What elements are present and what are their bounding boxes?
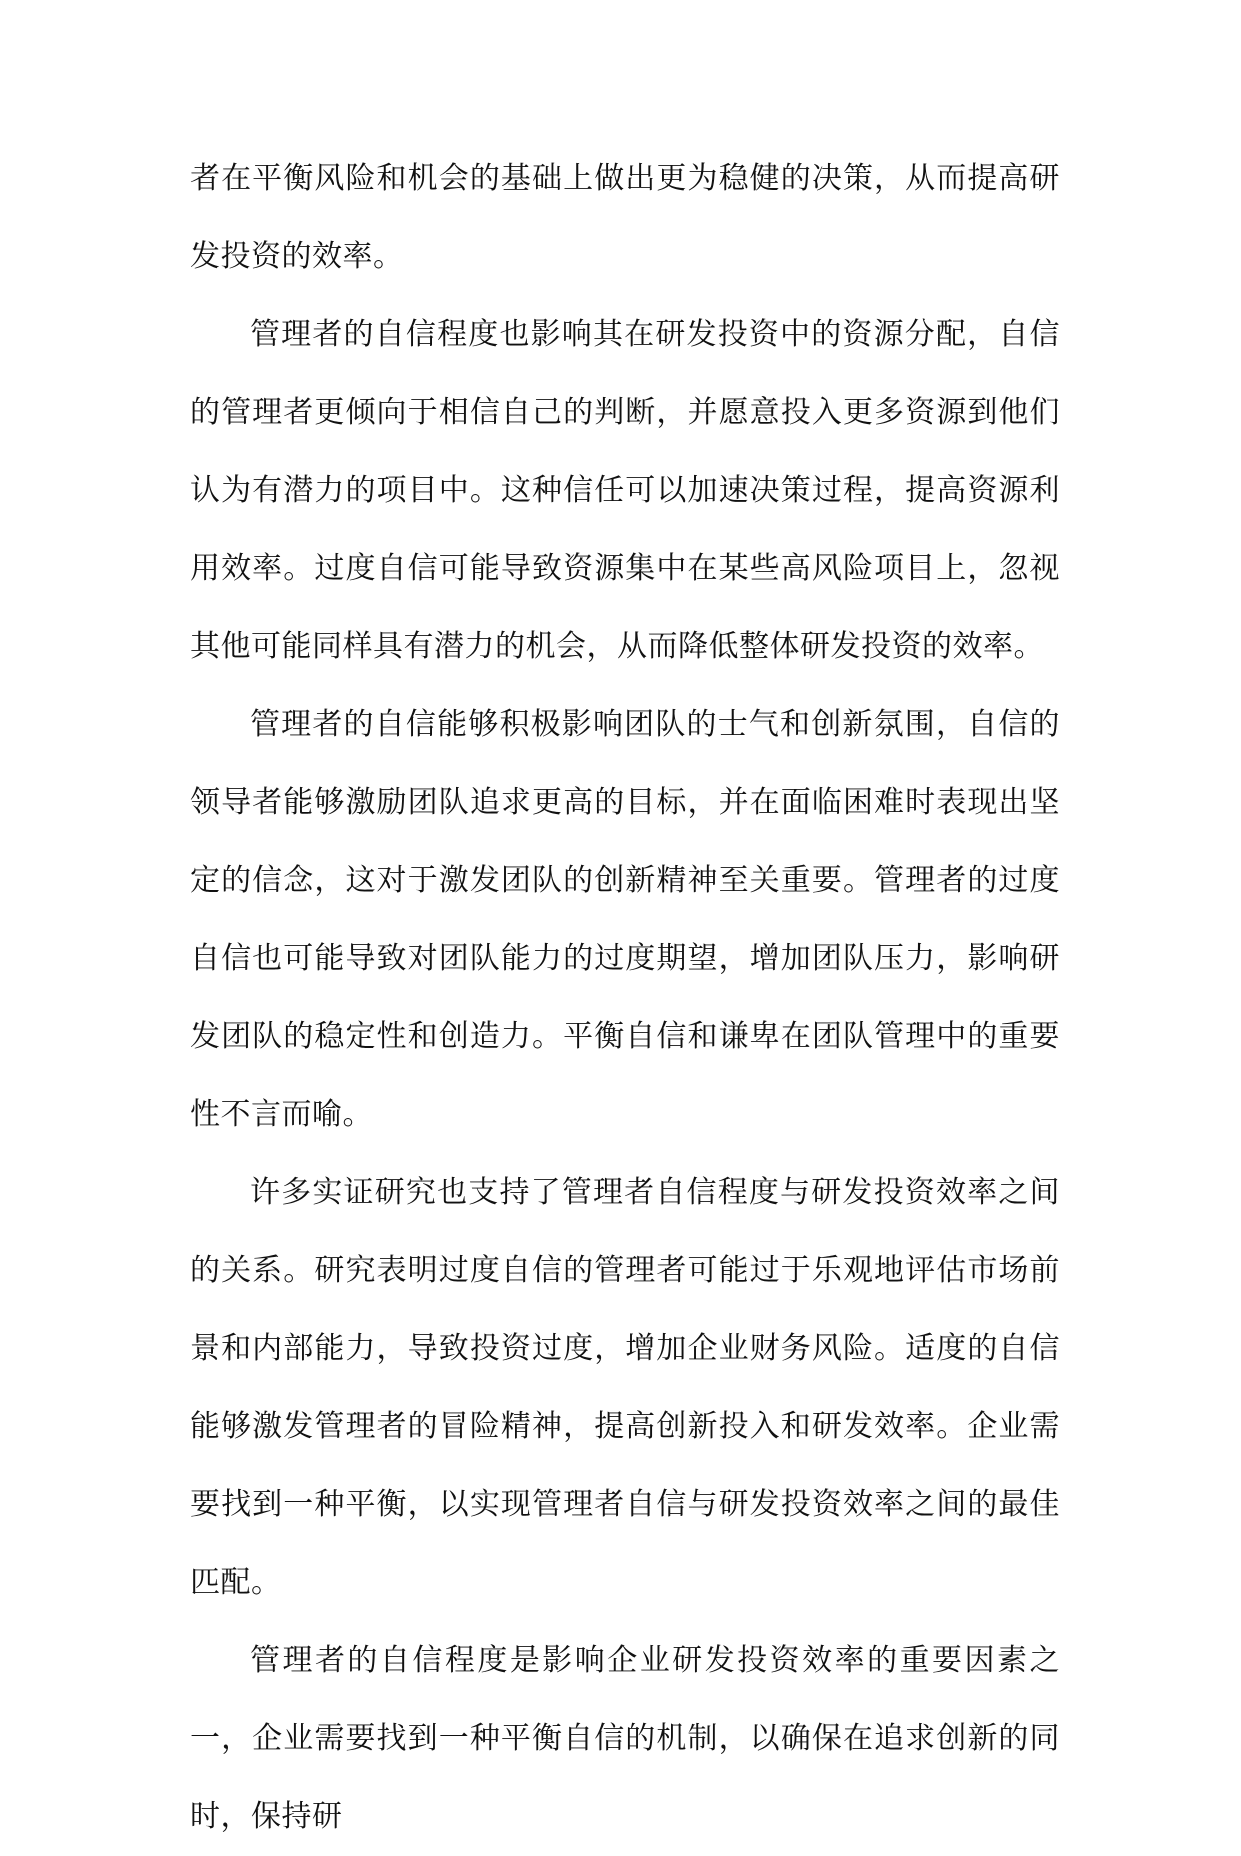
paragraph-conclusion: 管理者的自信程度是影响企业研发投资效率的重要因素之一，企业需要找到一种平衡自信的机制，以确保在追求创新的同时，保持研	[190, 1643, 1060, 1834]
paragraph-continued: 者在平衡风险和机会的基础上做出更为稳健的决策，从而提高研发投资的效率。	[190, 161, 1060, 274]
paragraph-team-morale: 管理者的自信能够积极影响团队的士气和创新氛围，自信的领导者能够激励团队追求更高的目标，并在面临困难时表现出坚定的信念，这对于激发团队的创新精神至关重要。管理者的过度自信也可能导致对团队能力的过度期望，增加团队压力，影响研发团队的稳定性和创造力。平衡自信和谦卑在团队管理中的重要性不言而喻。	[190, 707, 1060, 1132]
document-body	[190, 140, 1060, 1856]
paragraph-empirical-research: 许多实证研究也支持了管理者自信程度与研发投资效率之间的关系。研究表明过度自信的管理者可能过于乐观地评估市场前景和内部能力，导致投资过度，增加企业财务风险。适度的自信能够激发管理者的冒险精神，提高创新投入和研发效率。企业需要找到一种平衡，以实现管理者自信与研发投资效率之间的最佳匹配。	[190, 1175, 1060, 1600]
paragraph-resource-allocation: 管理者的自信程度也影响其在研发投资中的资源分配，自信的管理者更倾向于相信自己的判断，并愿意投入更多资源到他们认为有潜力的项目中。这种信任可以加速决策过程，提高资源利用效率。过度自信可能导致资源集中在某些高风险项目上，忽视其他可能同样具有潜力的机会，从而降低整体研发投资的效率。	[190, 317, 1060, 664]
